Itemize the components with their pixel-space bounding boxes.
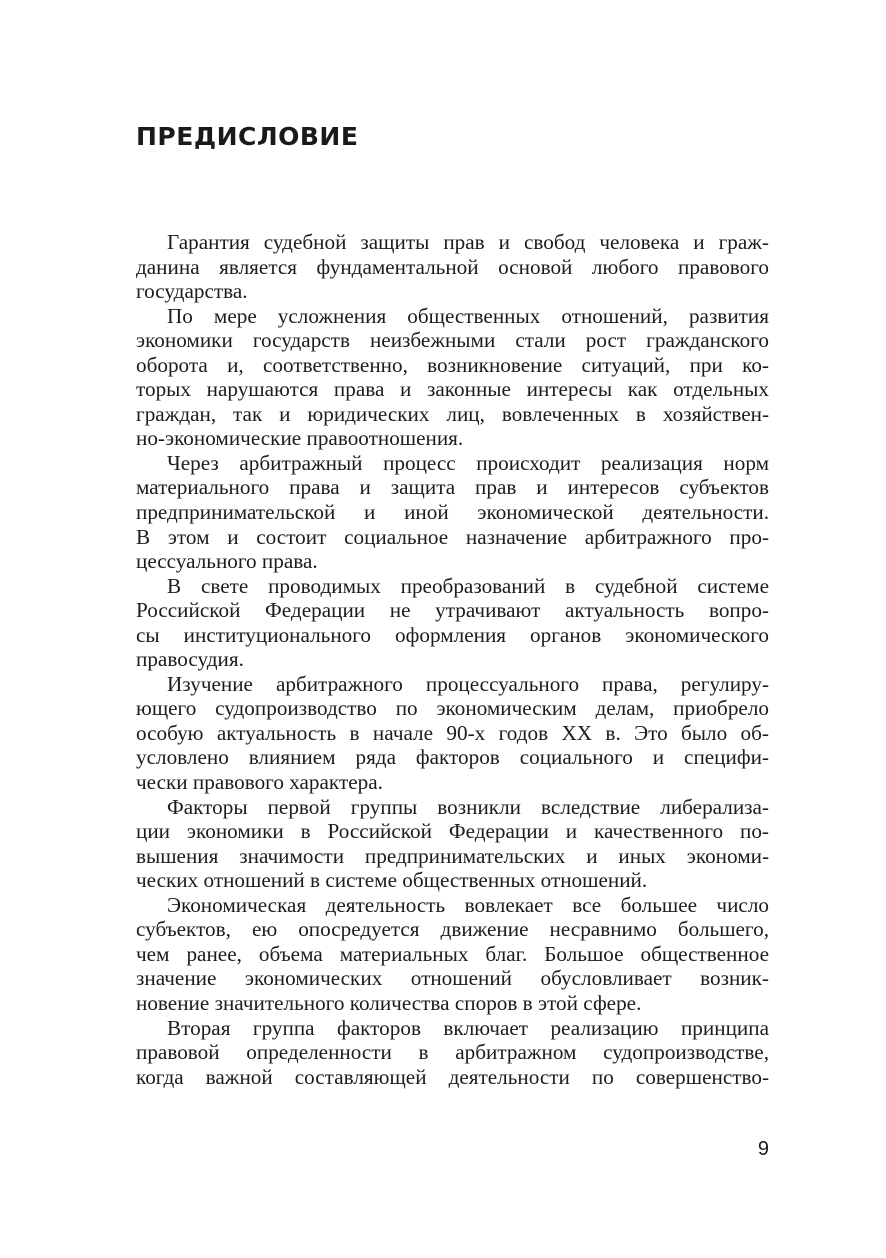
paragraph xyxy=(136,574,769,672)
paragraph xyxy=(136,451,769,574)
page-number: 9 xyxy=(757,1138,769,1160)
text-line: материального права и защита прав и интересов субъектов xyxy=(136,475,769,500)
text-line: граждан, так и юридических лиц, вовлеченных в хозяйствен- xyxy=(136,401,769,426)
text-line: Через арбитражный процесс происходит реализация норм xyxy=(167,450,769,475)
paragraph xyxy=(136,1016,769,1090)
text-line: торых нарушаются права и законные интересы как отдельных xyxy=(136,377,769,402)
text-line: особую актуальность в начале 90-х годов XX в. Это было об- xyxy=(136,720,769,745)
chapter-title: ПРЕДИСЛОВИЕ xyxy=(136,122,359,151)
text-line: условлено влиянием ряда факторов социального и специфи- xyxy=(136,745,769,770)
text-line: чески правового характера. xyxy=(136,770,383,795)
text-line: В свете проводимых преобразований в судебной системе xyxy=(167,573,769,598)
paragraph xyxy=(136,893,769,1016)
paragraph xyxy=(136,795,769,893)
text-line: государства. xyxy=(136,279,248,304)
text-line: новение значительного количества споров в этой сфере. xyxy=(136,990,642,1015)
text-line: когда важной составляющей деятельности по совершенство- xyxy=(136,1064,769,1089)
text-line: В этом и состоит социальное назначение арбитражного про- xyxy=(136,524,769,549)
text-line: Экономическая деятельность вовлекает все большее число xyxy=(167,892,769,917)
text-line: Изучение арбитражного процессуального права, регулиру- xyxy=(167,671,769,696)
text-line: правосудия. xyxy=(136,647,244,672)
text-line: По мере усложнения общественных отношений, развития xyxy=(167,303,769,328)
text-line: сы институционального оформления органов экономического xyxy=(136,622,769,647)
body-text xyxy=(136,230,769,1089)
text-line: Российской Федерации не утрачивают актуальность вопро- xyxy=(136,598,769,623)
text-line: данина является фундаментальной основой любого правового xyxy=(136,254,769,279)
text-line: Факторы первой группы возникли вследствие либерализа- xyxy=(167,794,769,819)
text-line: субъектов, ею опосредуется движение несравнимо большего, xyxy=(136,917,769,942)
paragraph xyxy=(136,230,769,304)
text-line: значение экономических отношений обусловливает возник- xyxy=(136,966,769,991)
paragraph xyxy=(136,304,769,451)
text-line: оборота и, соответственно, возникновение ситуаций, при ко- xyxy=(136,352,769,377)
text-line: предпринимательской и иной экономической деятельности. xyxy=(136,500,769,525)
text-line: Вторая группа факторов включает реализацию принципа xyxy=(167,1015,769,1040)
text-line: ческих отношений в системе общественных отношений. xyxy=(136,868,648,893)
text-line: ющего судопроизводство по экономическим делам, приобрело xyxy=(136,696,769,721)
text-line: Гарантия судебной защиты прав и свобод человека и граж- xyxy=(167,230,769,254)
text-line: цессуального права. xyxy=(136,549,318,574)
text-line: но-экономические правоотношения. xyxy=(136,426,464,451)
text-line: чем ранее, объема материальных благ. Большое общественное xyxy=(136,941,769,966)
text-line: экономики государств неизбежными стали рост гражданского xyxy=(136,328,769,353)
text-line: ции экономики в Российской Федерации и качественного по- xyxy=(136,819,769,844)
text-line: вышения значимости предпринимательских и иных экономи- xyxy=(136,843,769,868)
text-line: правовой определенности в арбитражном судопроизводстве, xyxy=(136,1040,769,1065)
paragraph xyxy=(136,672,769,795)
